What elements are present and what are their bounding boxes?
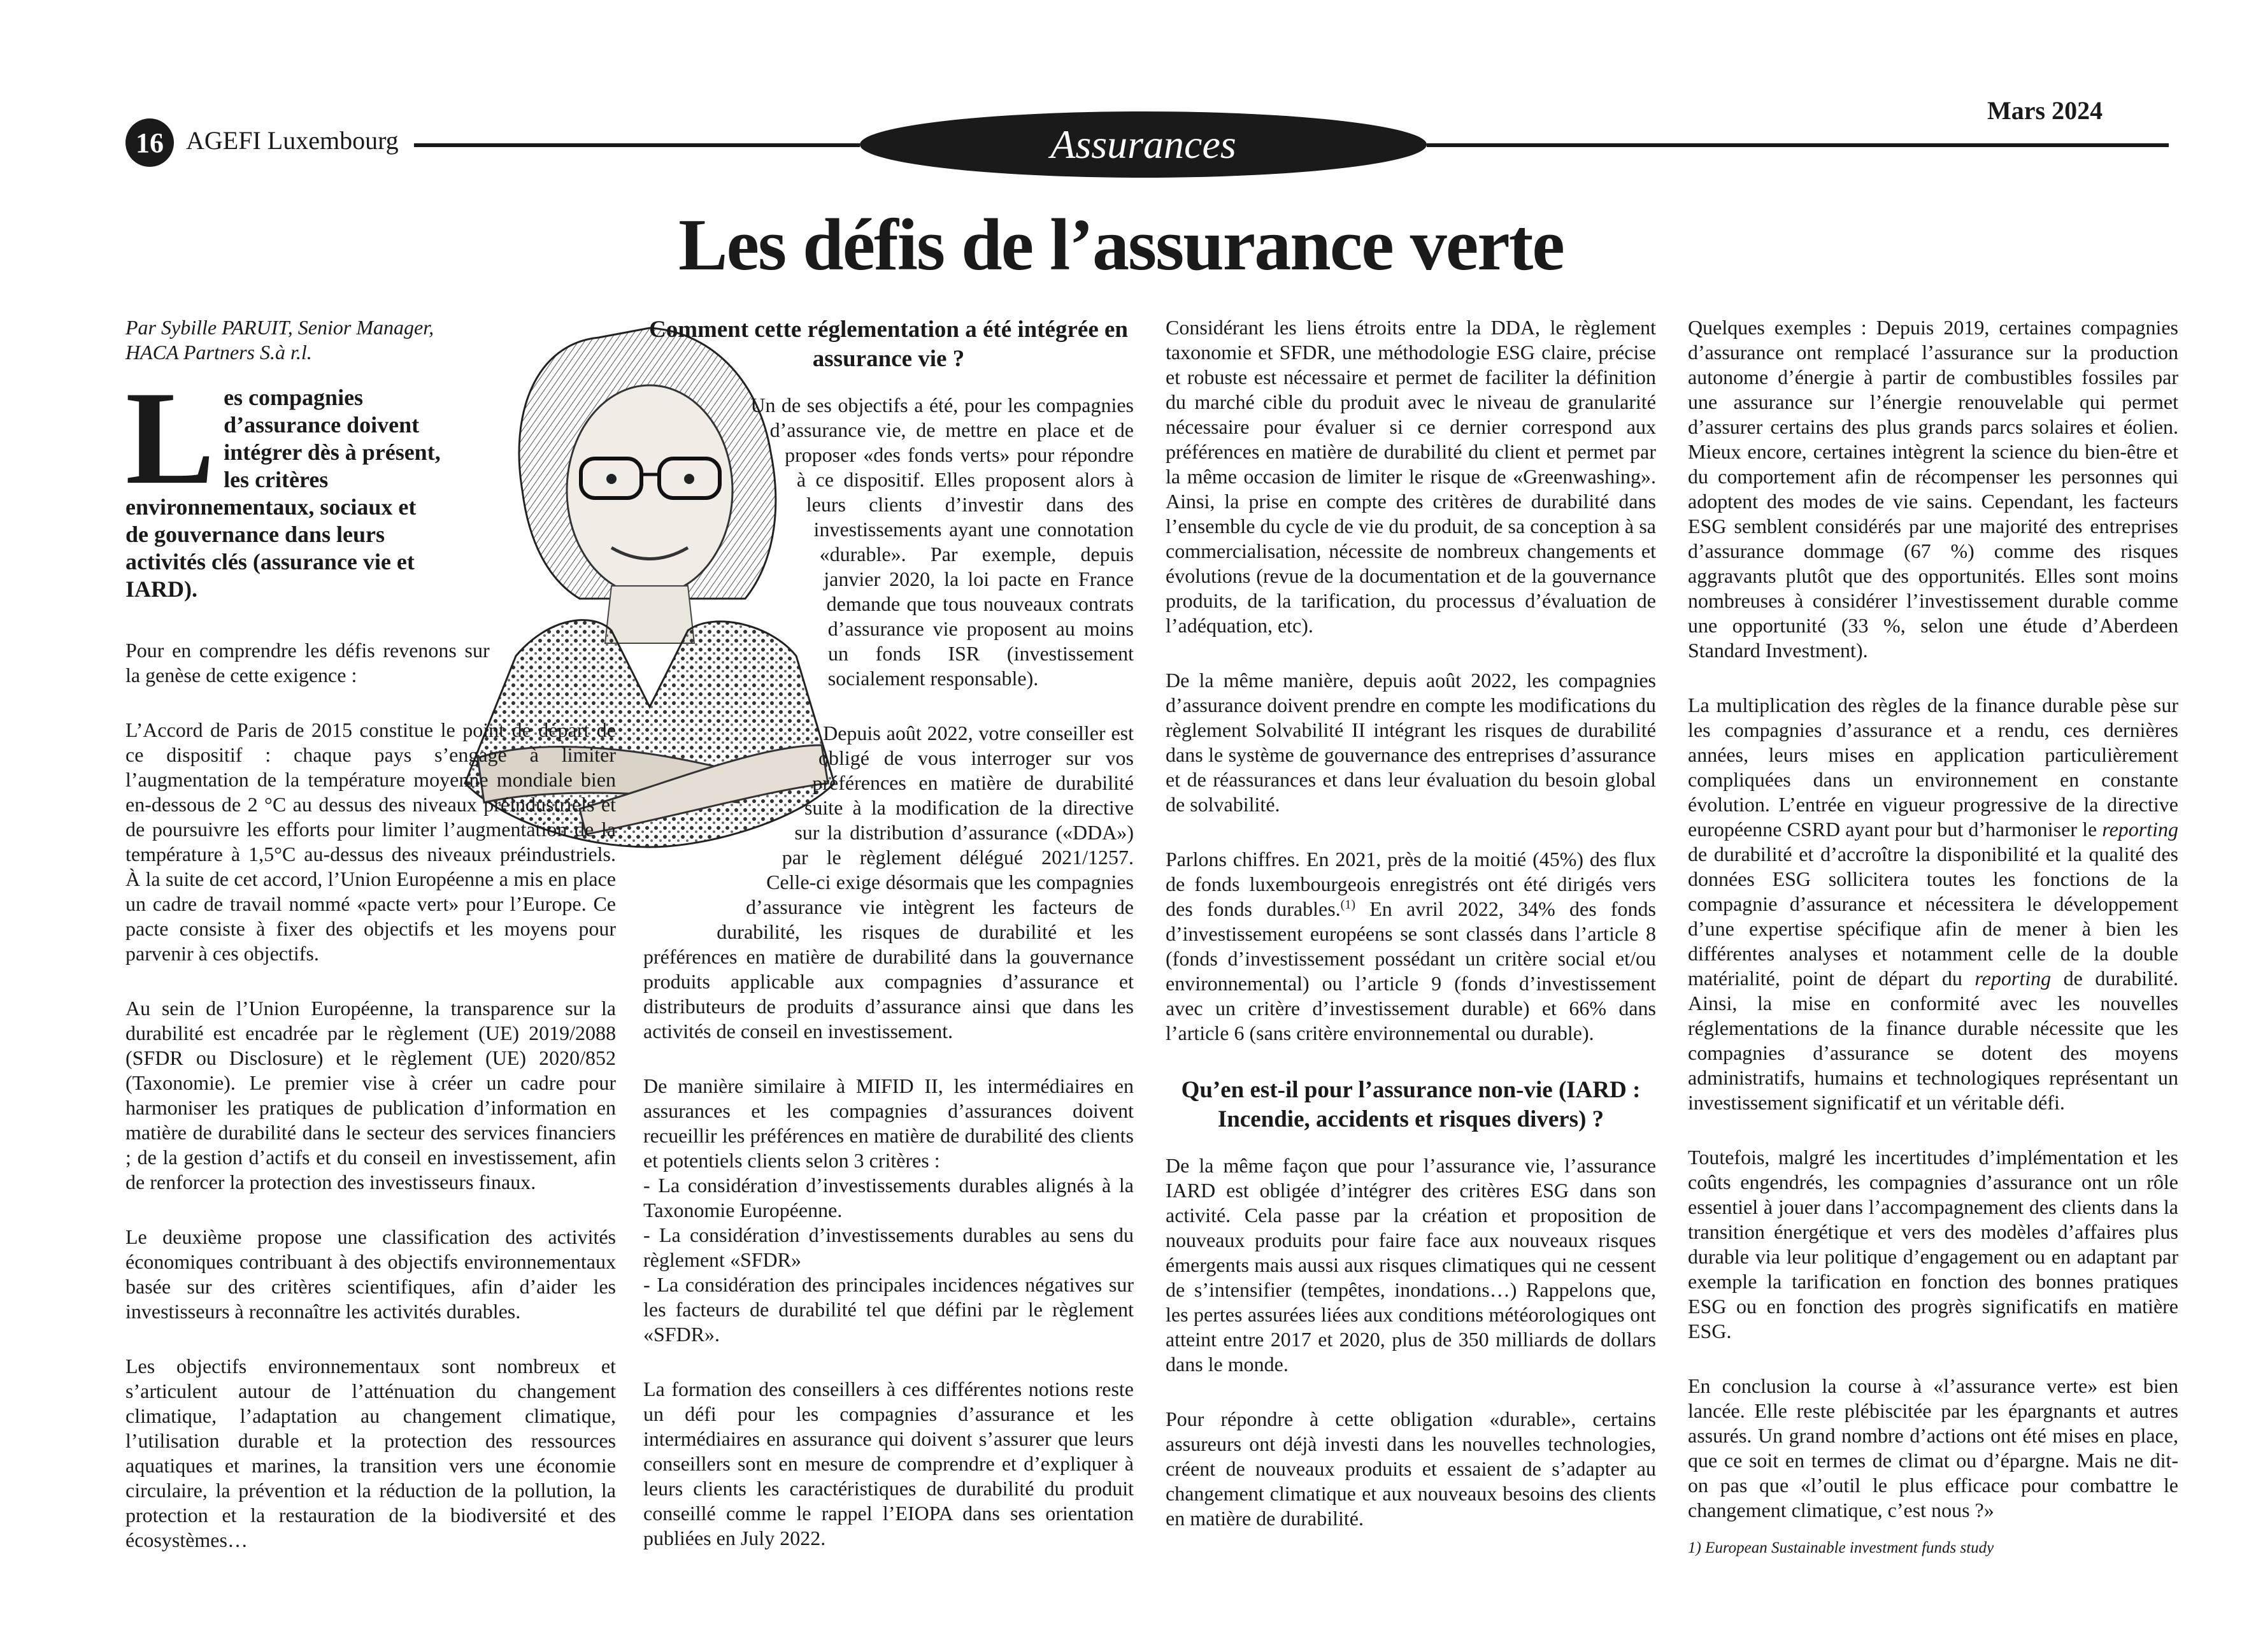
- page-number: 16: [136, 127, 164, 159]
- column-1: [125, 315, 616, 1583]
- paragraph: [1688, 693, 2178, 1115]
- section-title: Assurances: [1050, 122, 1236, 167]
- byline: Par Sybille PARUIT, Senior Manager, HACA Partners S.à r.l.: [125, 316, 434, 364]
- subheading-assurance-vie: Comment cette réglementation a été intégrée en assurance vie ?: [649, 317, 1128, 372]
- paragraph: Les objectifs environnementaux sont nombreux et s’articulent autour de l’atténuation du changement climatique, l’adaptation au changement climatique, l’utilisation durable et la protection des ressources aquatiques et marines, la transition vers une économie circulaire, la prévention et la réduction de la pollution, la protection et la restauration de la biodiversité et des écosystèmes…: [125, 1355, 616, 1551]
- paragraph-text: La multiplication des règles de la finance durable pèse sur les compagnies d’assurance et a rendu, ces dernières années, leurs mises en application particulièrement compliquées dans un environnement en constante évolution. L’entrée en vigueur progressive de la directive européenne CSRD ayant pour but d’harmoniser le: [1688, 694, 2178, 841]
- paragraph: De manière similaire à MIFID II, les intermédiaires en assurances et les compagnies d’assurances doivent recueillir les préférences en matière de durabilité des clients et potentiels clients selon 3 critères :: [643, 1074, 1134, 1172]
- paragraph: Quelques exemples : Depuis 2019, certaines compagnies d’assurance ont remplacé l’assurance sur la production autonome d’énergie à partir de combustibles fossiles par une assurance sur l’énergie renouvelable qui permet d’assurer certains des plus grands parcs solaires et éolien. Mieux encore, certaines intègrent la science du bien-être et du comportement afin de récompenser les personnes qui adoptent des modes de vie sains. Cependant, les facteurs ESG semblent considérés par une majorité des entreprises d’assurance dommage (67 %) comme des risques aggravants plutôt que des opportunités. Elles sont moins nombreuses à considérer l’investissement durable comme une opportunité (33 %, selon une étude d’Aberdeen Standard Investment).: [1688, 316, 2178, 662]
- list-item: - La considération des principales incidences négatives sur les facteurs de durabilité tel que défini par le règlement «SFDR».: [643, 1273, 1134, 1346]
- paragraph: Pour répondre à cette obligation «durable», certains assureurs ont déjà investi dans les nouvelles technologies, créent de nouveaux produits et essaient de s’adapter au changement climatique et aux nouveaux besoins des clients en matière de durabilité.: [1166, 1407, 1656, 1530]
- article-headline: Les défis de l’assurance verte: [678, 204, 1564, 286]
- paragraph-text: de durabilité. Ainsi, la mise en conformité avec les nouvelles réglementations de la finance durable nécessite que les compagnies d’assurance se dotent des moyens administratifs, humains et technologiques représentant un investissement significatif et un véritable défi.: [1688, 967, 2178, 1114]
- paragraph: La formation des conseillers à ces différentes notions reste un défi pour les compagnies d’assurance et les intermédiaires en assurance qui doivent s’assurer que leurs conseillers sont en mesure de comprendre et d’expliquer à leurs clients les caractéristiques de durabilité du produit conseillé comme le rappel l’EIOPA dans ses orientation publiées en July 2022.: [643, 1378, 1134, 1549]
- section-banner: [860, 111, 1427, 178]
- paragraph-text: En avril 2022, 34% des fonds d’investissement européens se sont classés dans l’article 8 (fonds d’investissement possédant un critère social et/ou environnemental) ou l’article 9 (fonds d’investissement avec un critère d’investissement durable) et 66% dans l’article 6 (sans critère environnemental ou durable).: [1166, 897, 1657, 1044]
- publication-name: AGEFI Luxembourg: [186, 126, 399, 155]
- subheading-iard: Qu’en est-il pour l’assurance non-vie (IARD : Incendie, accidents et risques divers) ?: [1181, 1077, 1641, 1132]
- drop-cap: L: [125, 364, 215, 512]
- emphasis: reporting: [2102, 818, 2178, 841]
- paragraph: De la même façon que pour l’assurance vie, l’assurance IARD est obligée d’intégrer des critères ESG dans son activité. Cela passe par la création et proposition de nouveaux produits pour faire face aux nouveaux risques émergents mais aussi aux risques climatiques qui ne cessent de s’intensifier (tempêtes, inondations…) Rappelons que, les pertes assurées liées aux conditions météorologiques ont atteint entre 2017 et 2020, plus de 350 milliards de dollars dans le monde.: [1166, 1154, 1656, 1376]
- issue-date: Mars 2024: [1987, 96, 2103, 125]
- lead-text: es compagnies d’assurance doivent intégrer dès à présent, les critères environnementaux, sociaux et de gouvernance dans leurs activités clés (assurance vie et IARD).: [125, 385, 441, 602]
- paragraph: Depuis août 2022, votre conseiller est obligé de vous interroger sur vos préférences en matière de durabilité suite à la modification de la directive sur la distribution d’assurance («DDA») par le règlement délégué 2021/1257. Celle-ci exige désormais que les compagnies d’assurance vie intègrent les facteurs de durabilité, les risques de durabilité et les préférences en matière de durabilité dans la gouvernance produits applicable aux compagnies d’assurance et distributeurs de produits d’assurance ainsi que dans les activités de conseil en investissement.: [643, 722, 1134, 1043]
- column-3: [1166, 315, 1656, 1561]
- paragraph: Considérant les liens étroits entre la DDA, le règlement taxonomie et SFDR, une méthodologie ESG claire, précise et robuste est nécessaire et permet de faciliter la définition du marché cible du produit avec le niveau de granularité nécessaire pour évaluer si ce dernier correspond aux préférences en matière de durabilité du client et permet par la même occasion de limiter le risque de «Greenwashing». Ainsi, la prise en compte des critères de durabilité dans l’ensemble du cycle de vie du produit, de sa conception à sa commercialisation, nécessite de nombreux changements et évolutions (revue de la documentation et de la gouvernance produits, de la tarification, du processus d’évaluation de l’adéquation, etc).: [1166, 316, 1656, 637]
- paragraph: Toutefois, malgré les incertitudes d’implémentation et les coûts engendrés, les compagnies d’assurance ont un rôle essentiel à jouer dans l’accompagnement des clients dans la transition énergétique et vers des modèles d’affaires plus durable via leur politique d’engagement ou en adaptant par exemple la tarification en fonction des bonnes pratiques ESG ou en fonction des progrès significatifs en matière ESG.: [1688, 1146, 2178, 1342]
- paragraph-text: Parlons chiffres. En 2021, près de la moitié (45%) des flux de fonds luxembourgeois enregistrés ont été dirigés vers des fonds durables.: [1166, 848, 1656, 920]
- paragraph: Le deuxième propose une classification des activités économiques contribuant à des objectifs environnementaux basée sur des critères scientifiques, afin d’aider les investisseurs à reconnaître les activités durables.: [125, 1225, 616, 1323]
- header-rule-right: [1427, 143, 2169, 147]
- paragraph: L’Accord de Paris de 2015 constitue le point de départ de ce dispositif : chaque pays s’engage à limiter l’augmentation de la température moyenne mondiale bien en-dessous de 2 °C au dessus des niveaux préindustriels et de poursuivre les efforts pour limiter l’augmentation de la température à 1,5°C au-dessus des niveaux préindustriels. À la suite de cet accord, l’Union Européenne a mis en place un cadre de travail nommé «pacte vert» pour l’Europe. Ce pacte consiste à fixer des objectifs et les moyens pour parvenir à ces objectifs.: [125, 718, 616, 965]
- paragraph: De la même manière, depuis août 2022, les compagnies d’assurance doivent prendre en compte les modifications du règlement Solvabilité II intégrant les risques de durabilité dans le système de gouvernance des entreprises d’assurance et de réassurances et dans leur évaluation du besoin global de solvabilité.: [1166, 669, 1656, 816]
- emphasis: reporting: [1974, 967, 2052, 990]
- header-rule-left: [414, 143, 860, 147]
- column-4: [1688, 315, 2178, 1560]
- page-number-badge: [125, 118, 174, 167]
- paragraph: En conclusion la course à «l’assurance verte» est bien lancée. Elle reste plébiscitée par les épargnants et autres assurés. Un grand nombre d’actions ont été mises en place, que ce soit en termes de climat ou d’épargne. Mais ne dit-on pas que «l’outil le plus efficace pour combattre le changement climatique, c’est nous ?»: [1688, 1374, 2178, 1521]
- paragraph: Pour en comprendre les défis revenons sur la genèse de cette exigence :: [125, 639, 490, 687]
- paragraph: Au sein de l’Union Européenne, la transparence sur la durabilité est encadrée par le règlement (UE) 2019/2088 (SFDR ou Disclosure) et le règlement (UE) 2020/852 (Taxonomie). Le premier vise à créer un cadre pour harmoniser les pratiques de publication d’information en matière de durabilité dans le secteur des services financiers ; de la gestion d’actifs et du conseil en investissement, afin de renforcer la protection des investisseurs finaux.: [125, 997, 616, 1193]
- list-item: - La considération d’investissements durables au sens du règlement «SFDR»: [643, 1223, 1134, 1271]
- list-item: - La considération d’investissements durables alignés à la Taxonomie Européenne.: [643, 1174, 1134, 1221]
- paragraph: Un de ses objectifs a été, pour les compagnies d’assurance vie, de mettre en place et de proposer «des fonds verts» pour répondre à ce dispositif. Elles proposent alors à leurs clients d’investir dans des investissements ayant une connotation «durable». Par exemple, depuis janvier 2020, la loi pacte en France demande que tous nouveaux contrats d’assurance vie proposent au moins un fonds ISR (investissement socialement responsable).: [750, 394, 1134, 690]
- footnote: 1) European Sustainable investment funds study: [1688, 1539, 1994, 1556]
- paragraph: [1166, 847, 1656, 1046]
- footnote-marker: (1): [1340, 897, 1355, 912]
- paragraph-text: de durabilité et d’accroître la disponibilité et la qualité des données ESG sollicitera toutes les fonctions de la compagnie d’assurance et nécessitera le développement d’une expertise spécifique afin de mener à bien les différentes analyses et notamment celle de la double matérialité, point de départ du: [1688, 843, 2178, 990]
- column-2: [643, 315, 1134, 1581]
